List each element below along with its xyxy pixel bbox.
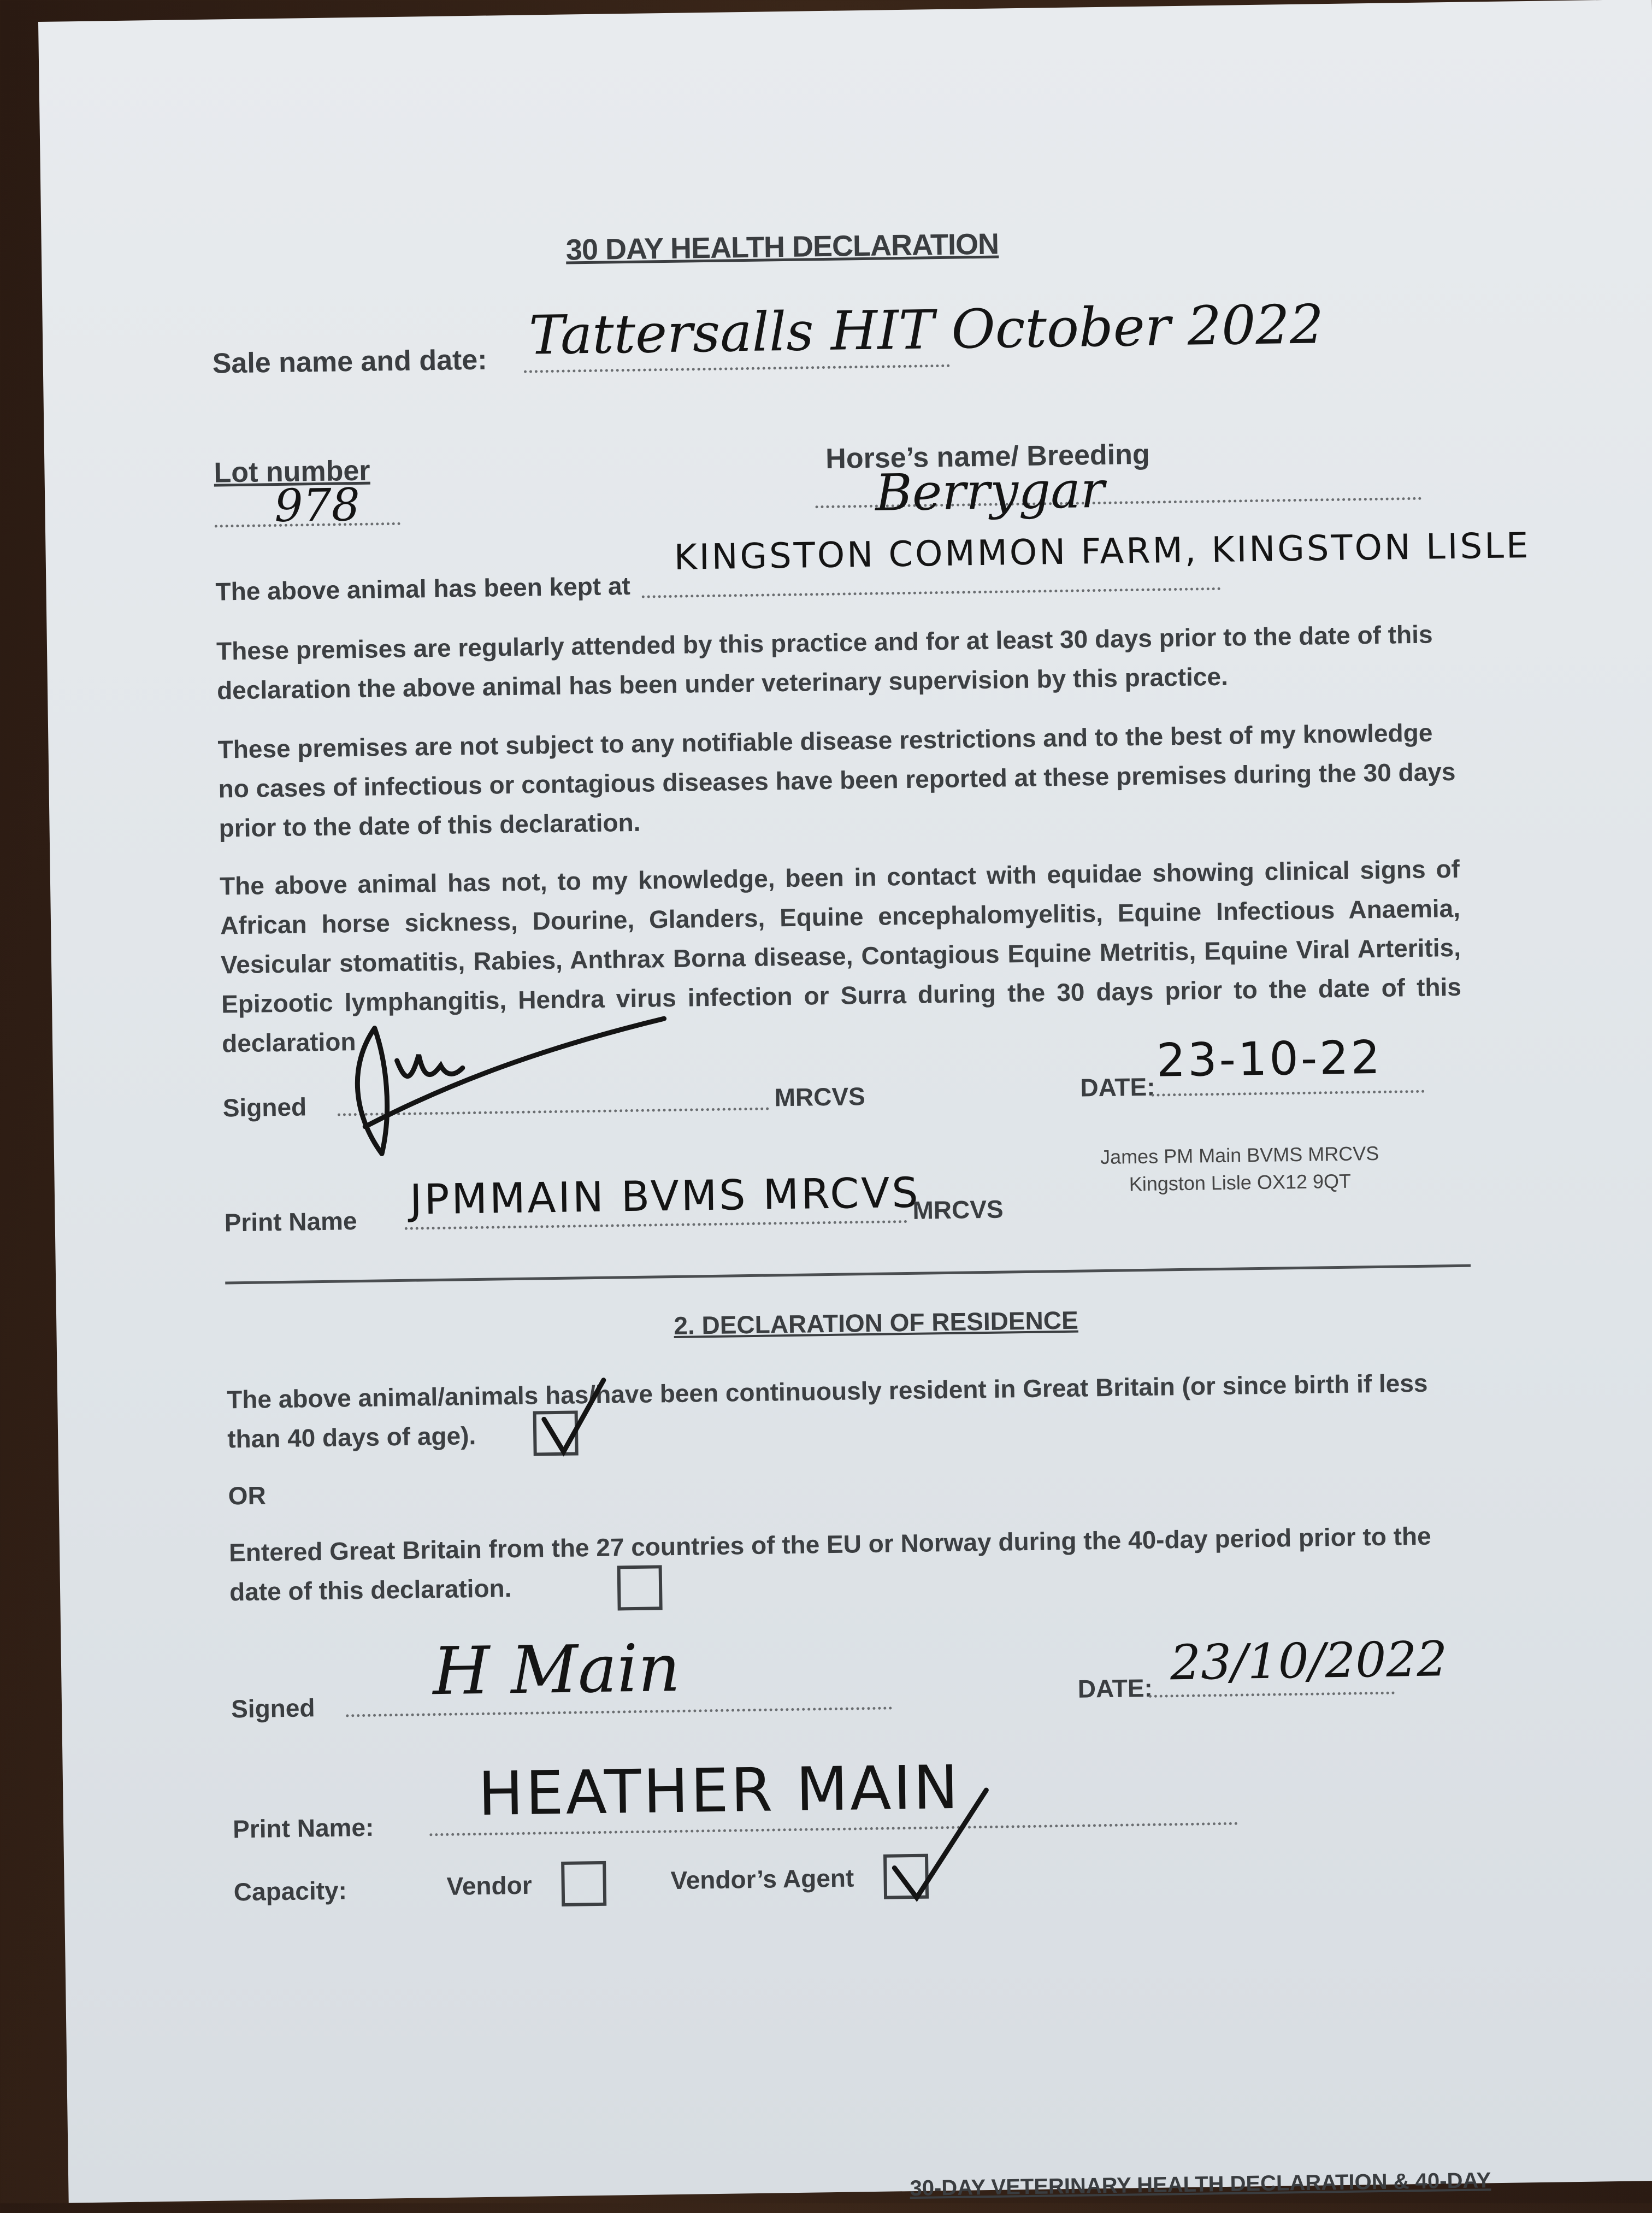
paragraph-contact: The above animal has not, to my knowledge, been in contact with equidae showing clinical signs of African horse sickness, Dourine, Glanders, Equine encephalomyelitis, Equine Infectious Anaemia, Vesicular stomatitis, Rabies, Anthrax Borna disease, Contagious Equine Metritis, Equine Viral Arteritis, Epizootic lymphangitis, Hendra virus infection or Surra during the 30 days prior to the date of this declaration [219, 854, 1462, 1058]
s2-signed-dotted-line [346, 1706, 892, 1717]
vet-print-mrcvs-label: MRCVS [912, 1194, 1004, 1225]
lot-value: 978 [274, 479, 361, 533]
paragraph-supervision: These premises are regularly attended by this practice and for at least 30 days prior to the date of this declaration the above animal has been under veterinary supervision by this practice. [216, 620, 1433, 705]
s2-date-value: 23/10/2022 [1170, 1631, 1448, 1691]
kept-at-value: KINGSTON COMMON FARM, KINGSTON LISLE [674, 525, 1531, 578]
horse-value: Berrygar [875, 460, 1105, 522]
sale-label: Sale name and date: [212, 344, 487, 380]
sale-value: Tattersalls HIT October 2022 [528, 293, 1324, 367]
horse-label: Horse’s name/ Breeding [825, 438, 1150, 475]
vet-date-dotted-line [1152, 1090, 1425, 1097]
vendor-checkbox[interactable] [561, 1861, 606, 1906]
s2-date-dotted-line [1149, 1692, 1395, 1698]
paragraph-restrictions: These premises are not subject to any notifiable disease restrictions and to the best of my knowledge no cases of infectious or contagious diseases have been reported at these premises during the 30 days prior to the date of this declaration. [217, 718, 1456, 843]
stamp-line-2: Kingston Lisle OX12 9QT [1129, 1169, 1352, 1196]
vet-signature [315, 1013, 699, 1171]
vet-date-value: 23-10-22 [1156, 1030, 1383, 1087]
section-divider [225, 1264, 1471, 1285]
s2-signature: H Main [432, 1630, 681, 1710]
kept-at-dotted-line [642, 587, 1221, 598]
stamp-line-1: James PM Main BVMS MRCVS [1100, 1141, 1379, 1169]
vendor-agent-tick [882, 1785, 993, 1906]
or-label: OR [228, 1481, 267, 1510]
vet-print-label: Print Name [224, 1206, 357, 1237]
s2-print-value: HEATHER MAIN [477, 1752, 961, 1829]
vet-date-label: DATE: [1080, 1072, 1155, 1102]
kept-at-label: The above animal has been kept at [215, 571, 631, 606]
page-title: 30 DAY HEALTH DECLARATION [565, 227, 999, 267]
lot-label: Lot number [214, 455, 370, 489]
s2-print-label: Print Name: [232, 1812, 374, 1844]
capacity-label: Capacity: [233, 1876, 347, 1906]
vet-signed-label: Signed [222, 1092, 307, 1122]
vet-print-value: JPMMAIN BVMS MRCVS [409, 1168, 921, 1224]
section2-heading: 2. DECLARATION OF RESIDENCE [674, 1305, 1079, 1340]
residence-option-2-checkbox[interactable] [617, 1565, 663, 1610]
s2-date-label: DATE: [1077, 1673, 1153, 1703]
residence-option-1: The above animal/animals has/have been continuously resident in Great Britain (or since birth if less than 40 days of age). [226, 1368, 1428, 1453]
declaration-sheet [38, 0, 1652, 2203]
vet-practice-stamp [1070, 1139, 1409, 1199]
residence-option-1-tick [538, 1375, 616, 1458]
vendor-agent-label: Vendor’s Agent [670, 1863, 854, 1895]
residence-option-2: Entered Great Britain from the 27 countries of the EU or Norway during the 40-day period prior to the date of this declaration. [228, 1521, 1431, 1606]
vet-mrcvs-label: MRCVS [774, 1082, 866, 1112]
footer-title: 30-DAY VETERINARY HEALTH DECLARATION & 40-DAY [910, 2168, 1491, 2201]
vendor-label: Vendor [446, 1870, 532, 1900]
s2-signed-label: Signed [231, 1693, 315, 1723]
